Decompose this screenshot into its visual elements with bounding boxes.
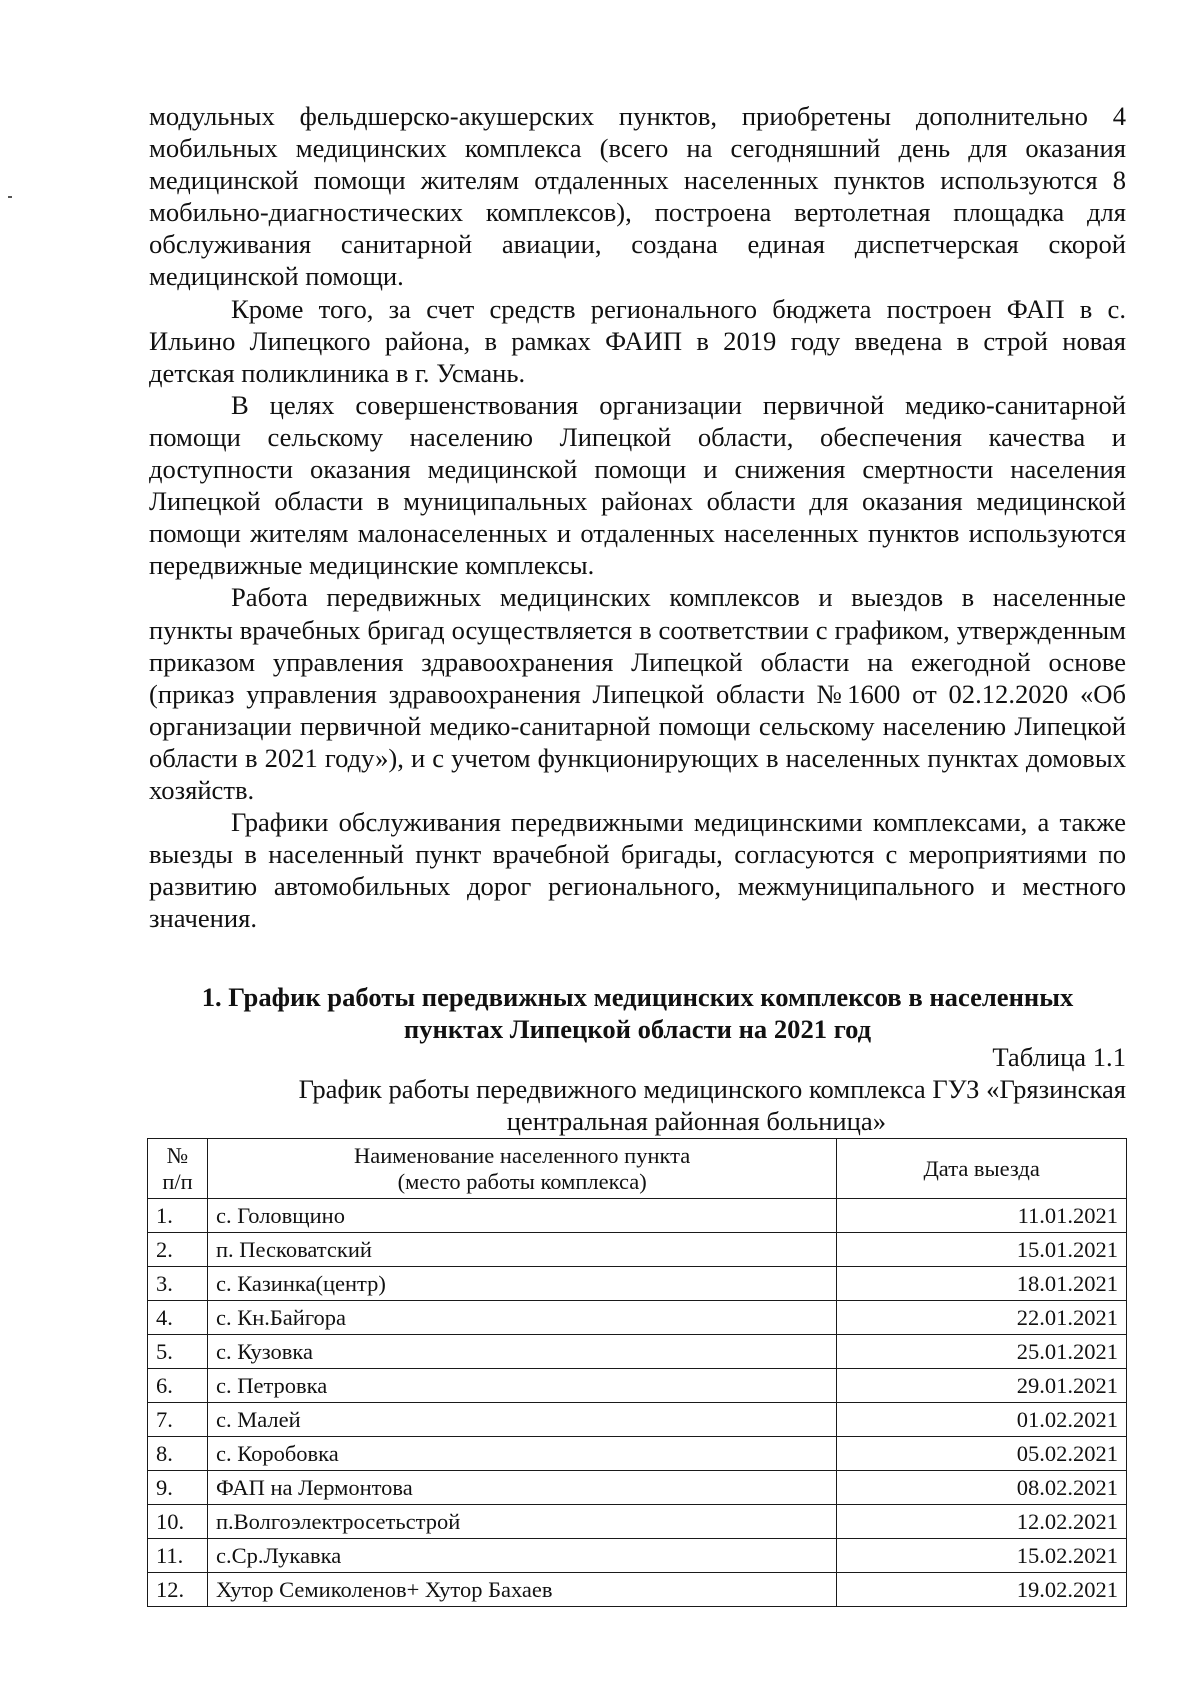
schedule-table	[147, 1138, 1127, 1607]
body-text	[149, 100, 1126, 934]
table-row	[148, 1471, 1127, 1505]
table-row	[148, 1369, 1127, 1403]
row-number-cell: 1.	[148, 1199, 208, 1233]
row-place-cell: с. Казинка(центр)	[207, 1267, 836, 1301]
row-date-cell: 11.01.2021	[837, 1199, 1127, 1233]
table-row	[148, 1505, 1127, 1539]
table-header-row	[148, 1139, 1127, 1199]
row-number-cell: 9.	[148, 1471, 208, 1505]
row-place-cell: с. Головщино	[207, 1199, 836, 1233]
table-row	[148, 1539, 1127, 1573]
row-date-cell: 25.01.2021	[837, 1335, 1127, 1369]
row-number-cell: 10.	[148, 1505, 208, 1539]
paragraph-4: Работа передвижных медицинских комплексов и выездов в населенные пункты врачебных бригад осуществляется в соответствии с графиком, утвержденным приказом управления здравоохранения Липецкой области на ежегодной основе (приказ управления здравоохранения Липецкой области №1600 от 02.12.2020 «Об организации первичной медико-санитарной помощи сельскому населению Липецкой области в 2021 году»), и с учетом функционирующих в населенных пунктах домовых хозяйств.	[149, 582, 1126, 805]
header-place-line-2: (место работы комплекса)	[397, 1168, 647, 1194]
table-caption-line-2: центральная районная больница»	[506, 1106, 886, 1136]
section-title	[149, 981, 1126, 1045]
row-date-cell: 22.01.2021	[837, 1301, 1127, 1335]
row-place-cell: с. Петровка	[207, 1369, 836, 1403]
row-date-cell: 15.02.2021	[837, 1539, 1127, 1573]
row-date-cell: 18.01.2021	[837, 1267, 1127, 1301]
row-date-cell: 08.02.2021	[837, 1471, 1127, 1505]
row-place-cell: с. Коробовка	[207, 1437, 836, 1471]
header-place	[207, 1139, 836, 1199]
paragraph-3: В целях совершенствования организации первичной медико-санитарной помощи сельскому населению Липецкой области, обеспечения качества и доступности оказания медицинской помощи и снижения смертности населения Липецкой области в муниципальных районах области для оказания медицинской помощи жителям малонаселенных и отдаленных населенных пунктов используются передвижные медицинские комплексы.	[149, 389, 1126, 581]
paragraph-2: Кроме того, за счет средств регионального бюджета построен ФАП в с. Ильино Липецкого района, в рамках ФАИП в 2019 году введена в строй новая детская поликлиника в г. Усмань.	[149, 293, 1126, 388]
row-place-cell: с. Малей	[207, 1403, 836, 1437]
table-row	[148, 1437, 1127, 1471]
row-number-cell: 6.	[148, 1369, 208, 1403]
table-row	[148, 1301, 1127, 1335]
row-place-cell: с.Ср.Лукавка	[207, 1539, 836, 1573]
row-date-cell: 01.02.2021	[837, 1403, 1127, 1437]
row-date-cell: 15.01.2021	[837, 1233, 1127, 1267]
table-row	[148, 1199, 1127, 1233]
header-number-line-2: п/п	[162, 1168, 193, 1194]
header-number-line-1: №	[166, 1142, 189, 1168]
row-number-cell: 2.	[148, 1233, 208, 1267]
header-place-line-1: Наименование населенного пункта	[354, 1142, 691, 1168]
section-title-line-2: пунктах Липецкой области на 2021 год	[403, 1014, 872, 1044]
paragraph-5: Графики обслуживания передвижными медицинскими комплексами, а также выезды в населенный пункт врачебной бригады, согласуются с мероприятиями по развитию автомобильных дорог регионального, межмуниципального и местного значения.	[149, 807, 1126, 934]
row-date-cell: 29.01.2021	[837, 1369, 1127, 1403]
table-row	[148, 1267, 1127, 1301]
row-date-cell: 12.02.2021	[837, 1505, 1127, 1539]
section-title-line-1: 1. График работы передвижных медицинских комплексов в населенных	[201, 982, 1074, 1012]
row-date-cell: 19.02.2021	[837, 1573, 1127, 1607]
row-number-cell: 5.	[148, 1335, 208, 1369]
table-row	[148, 1573, 1127, 1607]
row-place-cell: с. Кузовка	[207, 1335, 836, 1369]
header-date: Дата выезда	[837, 1139, 1127, 1199]
row-number-cell: 11.	[148, 1539, 208, 1573]
table-row	[148, 1403, 1127, 1437]
row-number-cell: 12.	[148, 1573, 208, 1607]
row-place-cell: ФАП на Лермонтова	[207, 1471, 836, 1505]
table-caption	[149, 1073, 1126, 1137]
table-body	[148, 1199, 1127, 1607]
row-number-cell: 4.	[148, 1301, 208, 1335]
row-place-cell: Хутор Семиколенов+ Хутор Бахаев	[207, 1573, 836, 1607]
table-number: Таблица 1.1	[992, 1042, 1126, 1072]
row-place-cell: п. Песковатский	[207, 1233, 836, 1267]
header-number	[148, 1139, 208, 1199]
row-date-cell: 05.02.2021	[837, 1437, 1127, 1471]
row-place-cell: с. Кн.Байгора	[207, 1301, 836, 1335]
row-place-cell: п.Волгоэлектросетьстрой	[207, 1505, 836, 1539]
table-caption-line-1: График работы передвижного медицинского комплекса ГУЗ «Грязинская	[298, 1074, 1126, 1104]
table-row	[148, 1233, 1127, 1267]
table-row	[148, 1335, 1127, 1369]
row-number-cell: 7.	[148, 1403, 208, 1437]
row-number-cell: 3.	[148, 1267, 208, 1301]
paragraph-1: модульных фельдшерско-акушерских пунктов, приобретены дополнительно 4 мобильных медицинских комплекса (всего на сегодняшний день для оказания медицинской помощи жителям отдаленных населенных пунктов используются 8 мобильно-диагностических комплексов), построена вертолетная площадка для обслуживания санитарной авиации, создана единая диспетчерская скорой медицинской помощи.	[149, 101, 1126, 292]
row-number-cell: 8.	[148, 1437, 208, 1471]
scan-artifact-dot	[8, 196, 12, 198]
